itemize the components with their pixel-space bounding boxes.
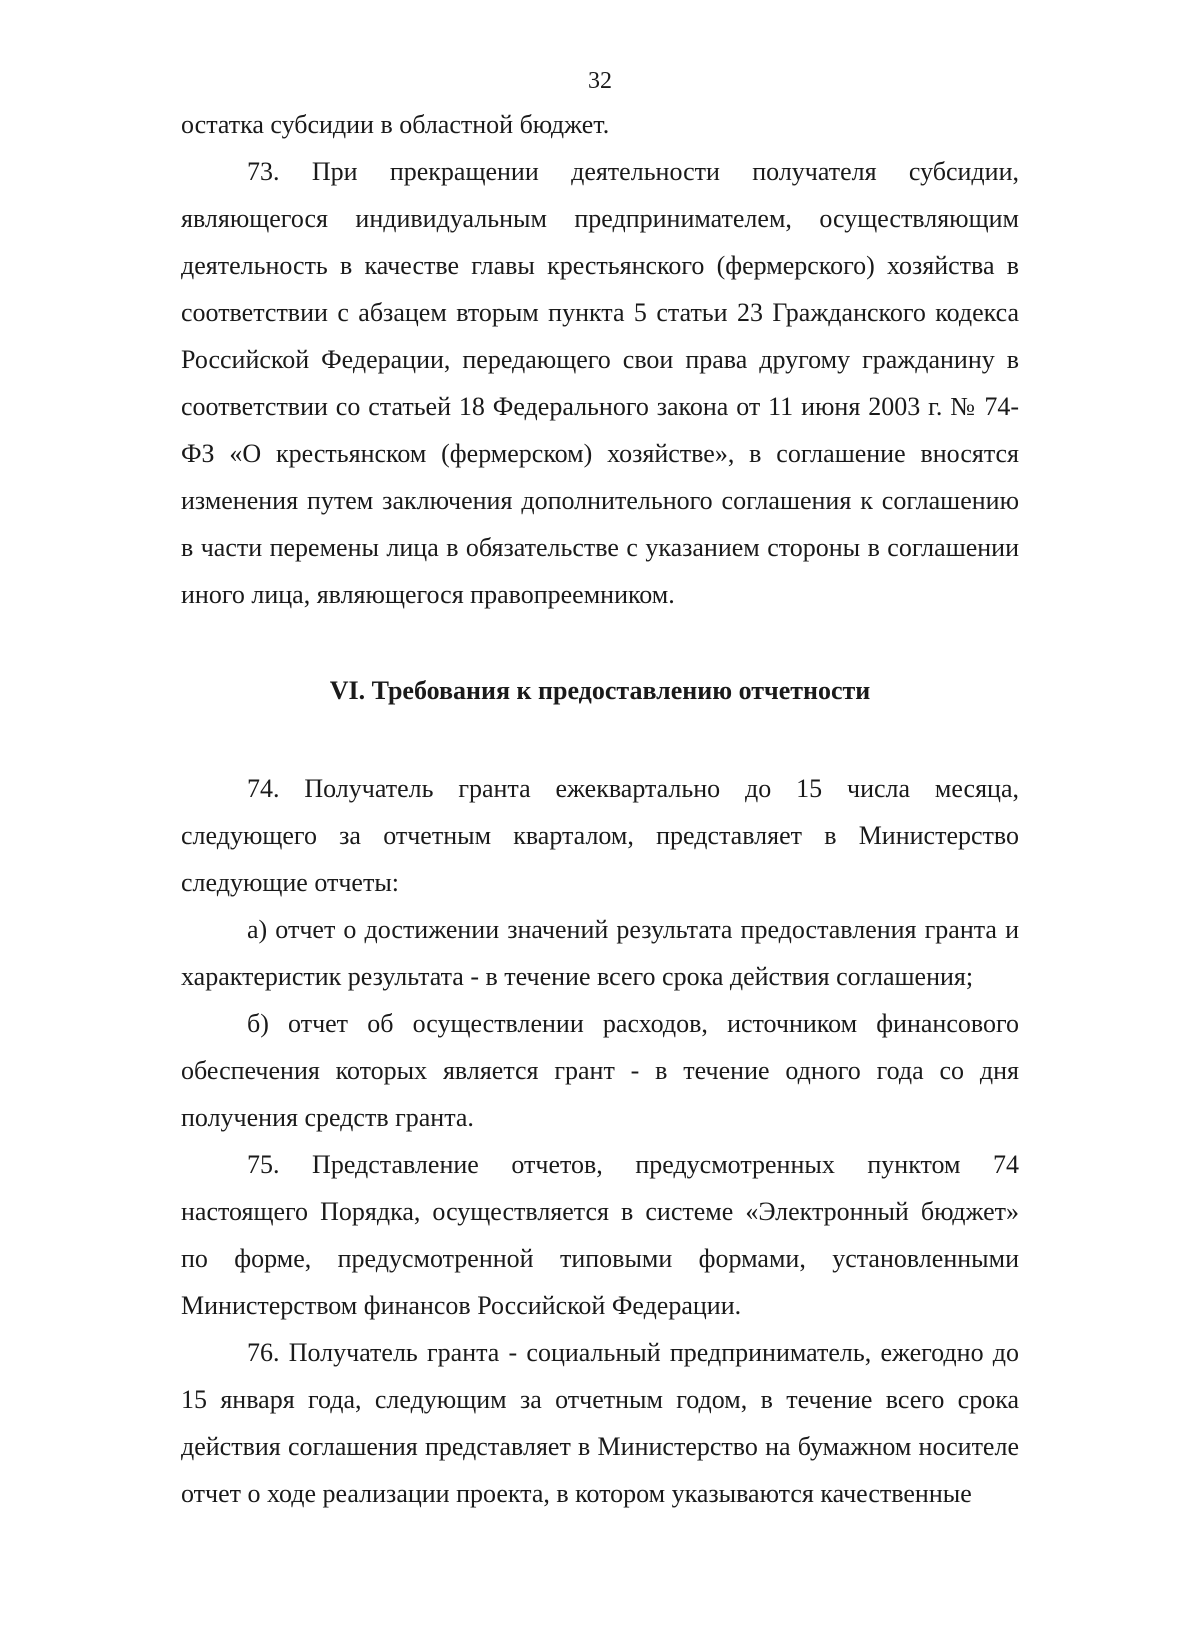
- paragraph-74-b: б) отчет об осуществлении расходов, источником финансового обеспечения которых является грант - в течение одного года со дня получения средств гранта.: [181, 1009, 1019, 1132]
- paragraph-74-a: а) отчет о достижении значений результата предоставления гранта и характеристик результата - в течение всего срока действия соглашения;: [181, 915, 1019, 991]
- document-body: [181, 101, 1019, 1517]
- page-number: 32: [588, 68, 612, 94]
- paragraph-75: 75. Представление отчетов, предусмотренных пунктом 74 настоящего Порядка, осуществляется в системе «Электронный бюджет» по форме, предусмотренной типовыми формами, установленными Министерством финансов Российской Федерации.: [181, 1150, 1019, 1320]
- paragraph-74: 74. Получатель гранта ежеквартально до 15 числа месяца, следующего за отчетным кварталом, представляет в Министерство следующие отчеты:: [181, 774, 1019, 897]
- paragraph-73: 73. При прекращении деятельности получателя субсидии, являющегося индивидуальным предпринимателем, осуществляющим деятельность в качестве главы крестьянского (фермерского) хозяйства в соответствии с абзацем вторым пункта 5 статьи 23 Гражданского кодекса Российской Федерации, передающего свои права другому гражданину в соответствии со статьей 18 Федерального закона от 11 июня 2003 г. № 74-ФЗ «О крестьянском (фермерском) хозяйстве», в соглашение вносятся изменения путем заключения дополнительного соглашения к соглашению в части перемены лица в обязательстве с указанием стороны в соглашении иного лица, являющегося правопреемником.: [181, 157, 1019, 609]
- section-heading: VI. Требования к предоставлению отчетности: [329, 676, 871, 705]
- paragraph-continuation: остатка субсидии в областной бюджет.: [181, 110, 610, 139]
- paragraph-76: 76. Получатель гранта - социальный предприниматель, ежегодно до 15 января года, следующим за отчетным годом, в течение всего срока действия соглашения представляет в Министерство на бумажном носителе отчет о ходе реализации проекта, в котором указываются качественные: [181, 1338, 1019, 1508]
